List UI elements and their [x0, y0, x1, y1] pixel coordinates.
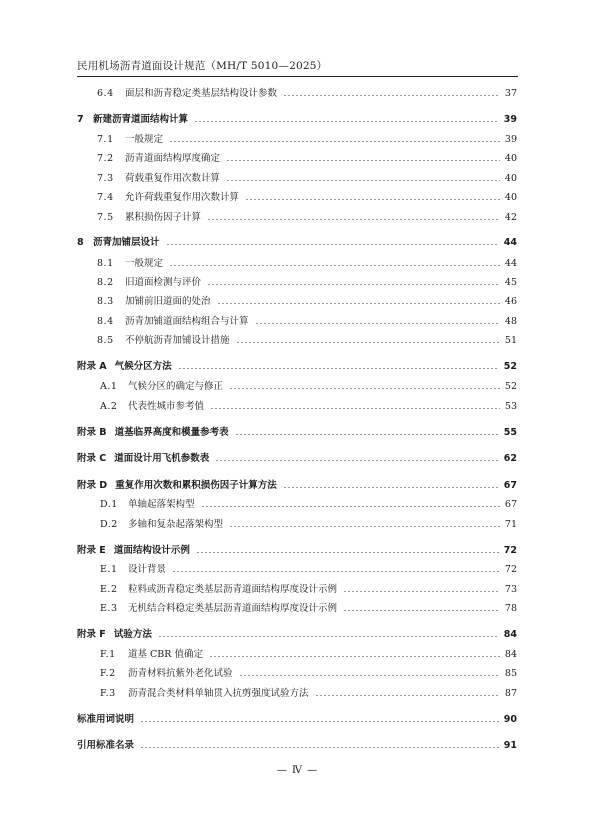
toc-entry-number: F.1: [100, 649, 116, 660]
running-header: 民用机场沥青道面设计规范（MH/T 5010—2025）: [77, 60, 328, 72]
toc-entry-title: 一般规定: [125, 258, 164, 269]
dot-leader: [207, 219, 500, 220]
toc-entry-page: 53: [504, 401, 517, 412]
toc-entry[interactable]: [97, 315, 517, 329]
dot-leader: [158, 636, 499, 637]
toc-entry[interactable]: [77, 113, 517, 127]
dot-leader: [140, 721, 499, 722]
dot-leader: [236, 342, 500, 343]
toc-entry-page: 46: [504, 296, 517, 307]
toc-entry-number: 附录 D: [77, 480, 108, 491]
dot-leader: [215, 460, 498, 461]
dot-leader: [315, 695, 500, 696]
toc-entry-page: 55: [503, 427, 517, 438]
toc-entry-page: 37: [504, 88, 517, 99]
toc-entry[interactable]: [100, 583, 517, 597]
toc-entry-number: 附录 E: [77, 545, 106, 556]
dot-leader: [255, 323, 500, 324]
toc-entry[interactable]: [100, 563, 517, 577]
toc-entry-title: 沥青加铺层设计: [93, 237, 160, 248]
toc-entry-page: 73: [504, 584, 517, 595]
toc-entry-page: 40: [504, 173, 517, 184]
toc-entry-page: 52: [503, 361, 517, 372]
toc-entry-number: 附录 A: [77, 361, 107, 372]
toc-entry-page: 40: [504, 192, 517, 203]
toc-entry-page: 87: [504, 688, 517, 699]
toc-entry-title: 气候分区的确定与修正: [128, 381, 224, 392]
toc-entry[interactable]: [77, 479, 517, 493]
toc-entry-page: 42: [504, 212, 517, 223]
toc-entry-title: 道基 CBR 值确定: [128, 649, 203, 660]
toc-entry-title: 沥青混合类材料单轴贯入抗剪强度试验方法: [128, 688, 309, 699]
toc-entry-number: 7: [77, 114, 84, 125]
toc-entry-page: 67: [504, 499, 517, 510]
toc-entry-page: 40: [504, 153, 517, 164]
dot-leader: [172, 571, 500, 572]
toc-entry-page: 52: [504, 381, 517, 392]
toc-entry-title: 代表性城市参考值: [128, 401, 205, 412]
toc-entry-title: 沥青材料抗紫外老化试验: [128, 668, 233, 679]
toc-entry-page: 72: [503, 545, 517, 556]
dot-leader: [283, 487, 499, 488]
toc-entry[interactable]: [77, 426, 517, 440]
toc-entry[interactable]: [100, 687, 517, 701]
toc-entry[interactable]: [97, 276, 517, 290]
toc-entry[interactable]: [77, 628, 517, 642]
toc-entry[interactable]: [77, 544, 517, 558]
dot-leader: [209, 656, 500, 657]
toc-entry-page: 39: [504, 134, 517, 145]
toc-entry[interactable]: [100, 400, 517, 414]
toc-entry-number: A.1: [100, 381, 118, 392]
toc-entry-number: F.2: [100, 668, 116, 679]
toc-entry-page: 44: [503, 237, 517, 248]
toc-entry[interactable]: [77, 236, 517, 250]
toc-entry-page: 84: [504, 649, 517, 660]
toc-entry-page: 62: [503, 453, 517, 464]
dot-leader: [169, 265, 500, 266]
dot-leader: [235, 434, 499, 435]
toc-entry-title: 道面结构设计示例: [113, 545, 190, 556]
toc-entry-title: 粒料或沥青稳定类基层沥青道面结构厚度设计示例: [128, 584, 338, 595]
toc-entry-number: E.1: [100, 564, 118, 575]
toc-entry[interactable]: [97, 191, 517, 205]
toc-entry[interactable]: [100, 380, 517, 394]
toc-entry-number: 8.4: [97, 316, 114, 327]
dot-leader: [239, 675, 500, 676]
toc-entry[interactable]: [97, 295, 517, 309]
toc-entry-title: 沥青道面结构厚度确定: [125, 153, 221, 164]
dot-leader: [226, 160, 500, 161]
toc-entry-title: 累积损伤因子计算: [125, 212, 202, 223]
dot-leader: [210, 408, 500, 409]
toc-entry-number: E.2: [100, 584, 118, 595]
toc-entry-page: 39: [503, 114, 517, 125]
toc-entry[interactable]: [97, 87, 517, 101]
toc-entry-number: 7.2: [97, 153, 114, 164]
toc-entry-title: 加铺前旧道面的处治: [125, 296, 211, 307]
dot-leader: [229, 526, 500, 527]
toc-entry[interactable]: [97, 334, 517, 348]
toc-entry-title: 无机结合料稳定类基层沥青道面结构厚度设计示例: [128, 603, 338, 614]
toc-entry-title: 面层和沥青稳定类基层结构设计参数: [125, 88, 278, 99]
toc-entry-number: 7.5: [97, 212, 114, 223]
dot-leader: [201, 506, 500, 507]
toc-entry[interactable]: [77, 739, 517, 753]
dot-leader: [245, 199, 500, 200]
toc-entry-title: 标准用词说明: [77, 714, 135, 725]
toc-entry-number: D.1: [100, 499, 118, 510]
toc-entry-page: 90: [503, 714, 517, 725]
toc-entry[interactable]: [97, 152, 517, 166]
toc-entry-title: 不停航沥青加铺设计措施: [125, 335, 230, 346]
toc-entry-number: F.3: [100, 688, 116, 699]
toc-entry[interactable]: [97, 211, 517, 225]
toc-entry[interactable]: [77, 713, 517, 727]
toc-entry[interactable]: [97, 133, 517, 147]
toc-entry[interactable]: [100, 667, 517, 681]
toc-entry[interactable]: [77, 360, 517, 374]
toc-entry-title: 沥青加铺道面结构组合与计算: [125, 316, 249, 327]
toc-entry-title: 设计背景: [128, 564, 167, 575]
dot-leader: [169, 141, 500, 142]
toc-entry[interactable]: [77, 452, 517, 466]
toc-entry-number: 8.3: [97, 296, 114, 307]
toc-entry-title: 荷载重复作用次数计算: [125, 173, 221, 184]
toc-entry-title: 道面设计用飞机参数表: [114, 453, 210, 464]
dot-leader: [178, 368, 499, 369]
toc-entry-title: 道基临界高度和模量参考表: [114, 427, 229, 438]
toc-entry-page: 72: [504, 564, 517, 575]
toc-entry-title: 气候分区方法: [114, 361, 172, 372]
toc-entry-number: 附录 B: [77, 427, 107, 438]
toc-entry-page: 48: [504, 316, 517, 327]
toc-entry-number: 8.2: [97, 277, 114, 288]
toc-entry-title: 重复作用次数和累积损伤因子计算方法: [115, 480, 277, 491]
toc-entry-title: 试验方法: [113, 629, 152, 640]
toc-entry[interactable]: [97, 257, 517, 271]
dot-leader: [217, 303, 500, 304]
page-number: — Ⅳ —: [276, 765, 319, 776]
toc-entry-page: 85: [504, 668, 517, 679]
toc-entry-page: 78: [504, 603, 517, 614]
toc-entry-number: E.3: [100, 603, 118, 614]
toc-entry-number: A.2: [100, 401, 118, 412]
toc-entry[interactable]: [97, 172, 517, 186]
toc-entry[interactable]: [100, 518, 517, 532]
toc-entry[interactable]: [100, 498, 517, 512]
dot-leader: [194, 121, 499, 122]
toc-entry-number: 8.1: [97, 258, 114, 269]
toc-entry-page: 44: [504, 258, 517, 269]
toc-entry-number: 6.4: [97, 88, 114, 99]
toc-entry-page: 45: [504, 277, 517, 288]
dot-leader: [283, 95, 500, 96]
dot-leader: [343, 591, 500, 592]
toc-entry-number: 附录 F: [77, 629, 106, 640]
toc-entry-number: 7.4: [97, 192, 114, 203]
dot-leader: [226, 180, 500, 181]
toc-entry-title: 旧道面检测与评价: [125, 277, 202, 288]
toc-entry-number: 8: [77, 237, 84, 248]
toc-entry-number: 7.3: [97, 173, 114, 184]
dot-leader: [196, 552, 499, 553]
toc-entry-page: 84: [503, 629, 517, 640]
toc-entry-title: 允许荷载重复作用次数计算: [125, 192, 240, 203]
toc-entry-number: 附录 C: [77, 453, 107, 464]
toc-entry-page: 51: [504, 335, 517, 346]
toc-entry-title: 单轴起落架构型: [128, 499, 195, 510]
toc-entry-number: 8.5: [97, 335, 114, 346]
dot-leader: [229, 388, 500, 389]
toc-entry-title: 多轴和复杂起落架构型: [128, 519, 224, 530]
toc-entry[interactable]: [100, 602, 517, 616]
toc-entry-title: 一般规定: [125, 134, 164, 145]
dot-leader: [166, 244, 499, 245]
toc-entry[interactable]: [100, 648, 517, 662]
dot-leader: [207, 284, 500, 285]
toc-entry-number: 7.1: [97, 134, 114, 145]
toc-entry-page: 67: [503, 480, 517, 491]
dot-leader: [140, 747, 499, 748]
dot-leader: [343, 610, 500, 611]
toc-entry-number: D.2: [100, 519, 118, 530]
toc-entry-title: 引用标准名录: [77, 740, 135, 751]
toc-entry-page: 71: [504, 519, 517, 530]
toc-entry-title: 新建沥青道面结构计算: [93, 114, 189, 125]
toc-entry-page: 91: [503, 740, 517, 751]
